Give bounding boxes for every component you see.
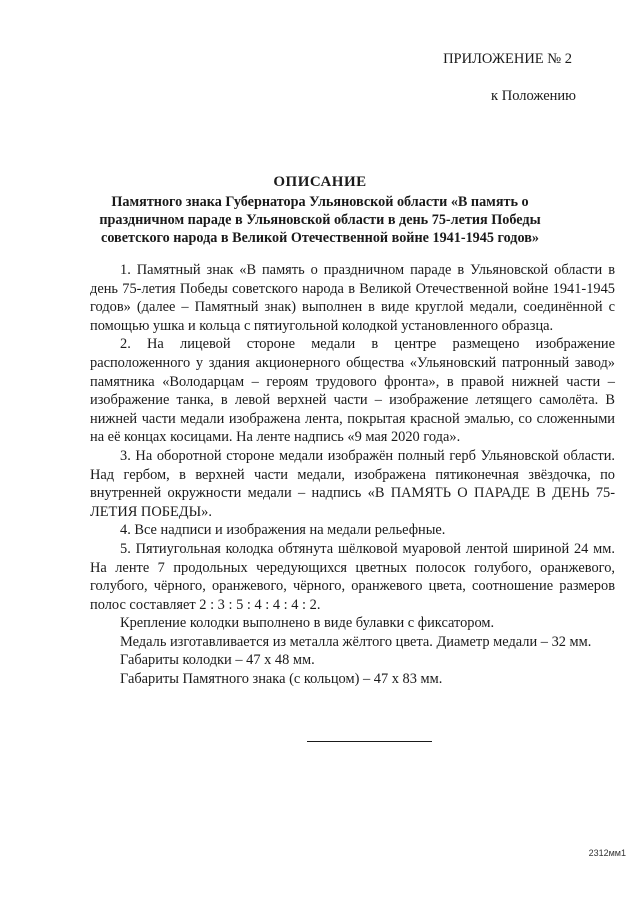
paragraph-material: Медаль изготавливается из металла жёлтого цвета. Диаметр медали – 32 мм. [120, 633, 592, 650]
document-title: ОПИСАНИЕ [273, 174, 367, 190]
paragraph-2: 2. На лицевой стороне медали в центре размещено изображение расположенного у здания акционерного общества «Ульяновский патронный завод» памятника «Володарцам – героям трудового фронта», в правой нижней части – изображение танка, в левой верхней части – изображение летящего самолёта. В нижней части медали изображена лента, покрытая красной эмалью, со сложенными на её концах косицами. На ленте надпись «9 мая 2020 года». [90, 336, 615, 446]
paragraph-5: 5. Пятиугольная колодка обтянута шёлковой муаровой лентой шириной 24 мм. На ленте 7 продольных чередующихся цветных полосок голубого, оранжевого, голубого, чёрного, оранжевого, чёрного, оранжевого цвета, соотношение размеров полос составляет 2 : 3 : 5 : 4 : 4 : 4 : 2. [90, 540, 615, 613]
document-subtitle: Памятного знака Губернатора Ульяновской области «В память о праздничном параде в Ульяновской области в день 75-летия Победы советского народа в Великой Отечественной войне 1941-1945 годов» [99, 194, 541, 246]
closing-rule [307, 741, 432, 742]
footer-code: 2312мм1 [588, 848, 626, 858]
appendix-label: ПРИЛОЖЕНИЕ № 2 [443, 51, 572, 67]
paragraph-4: 4. Все надписи и изображения на медали рельефные. [120, 522, 446, 539]
paragraph-1: 1. Памятный знак «В память о праздничном параде в Ульяновской области в день 75-летия Победы советского народа в Великой Отечественной войне 1941-1945 годов» (далее – Памятный знак) выполнен в виде круглой медали, соединённой с помощью ушка и кольца с пятиугольной колодкой установленного образца. [90, 262, 615, 334]
document-body [90, 261, 615, 689]
paragraph-block-dimensions: Габариты колодки – 47 х 48 мм. [120, 652, 315, 669]
paragraph-sign-dimensions: Габариты Памятного знака (с кольцом) – 47 х 83 мм. [120, 671, 443, 688]
regulation-reference: к Положению [491, 88, 576, 104]
paragraph-fastening: Крепление колодки выполнено в виде булавки с фиксатором. [120, 615, 495, 632]
paragraph-3: 3. На оборотной стороне медали изображён полный герб Ульяновской области. Над гербом, в верхней части медали, изображена пятиконечная звёздочка, по внутренней окружности медали – надпись «В ПАМЯТЬ О ПАРАДЕ В ДЕНЬ 75-ЛЕТИЯ ПОБЕДЫ». [90, 447, 615, 520]
